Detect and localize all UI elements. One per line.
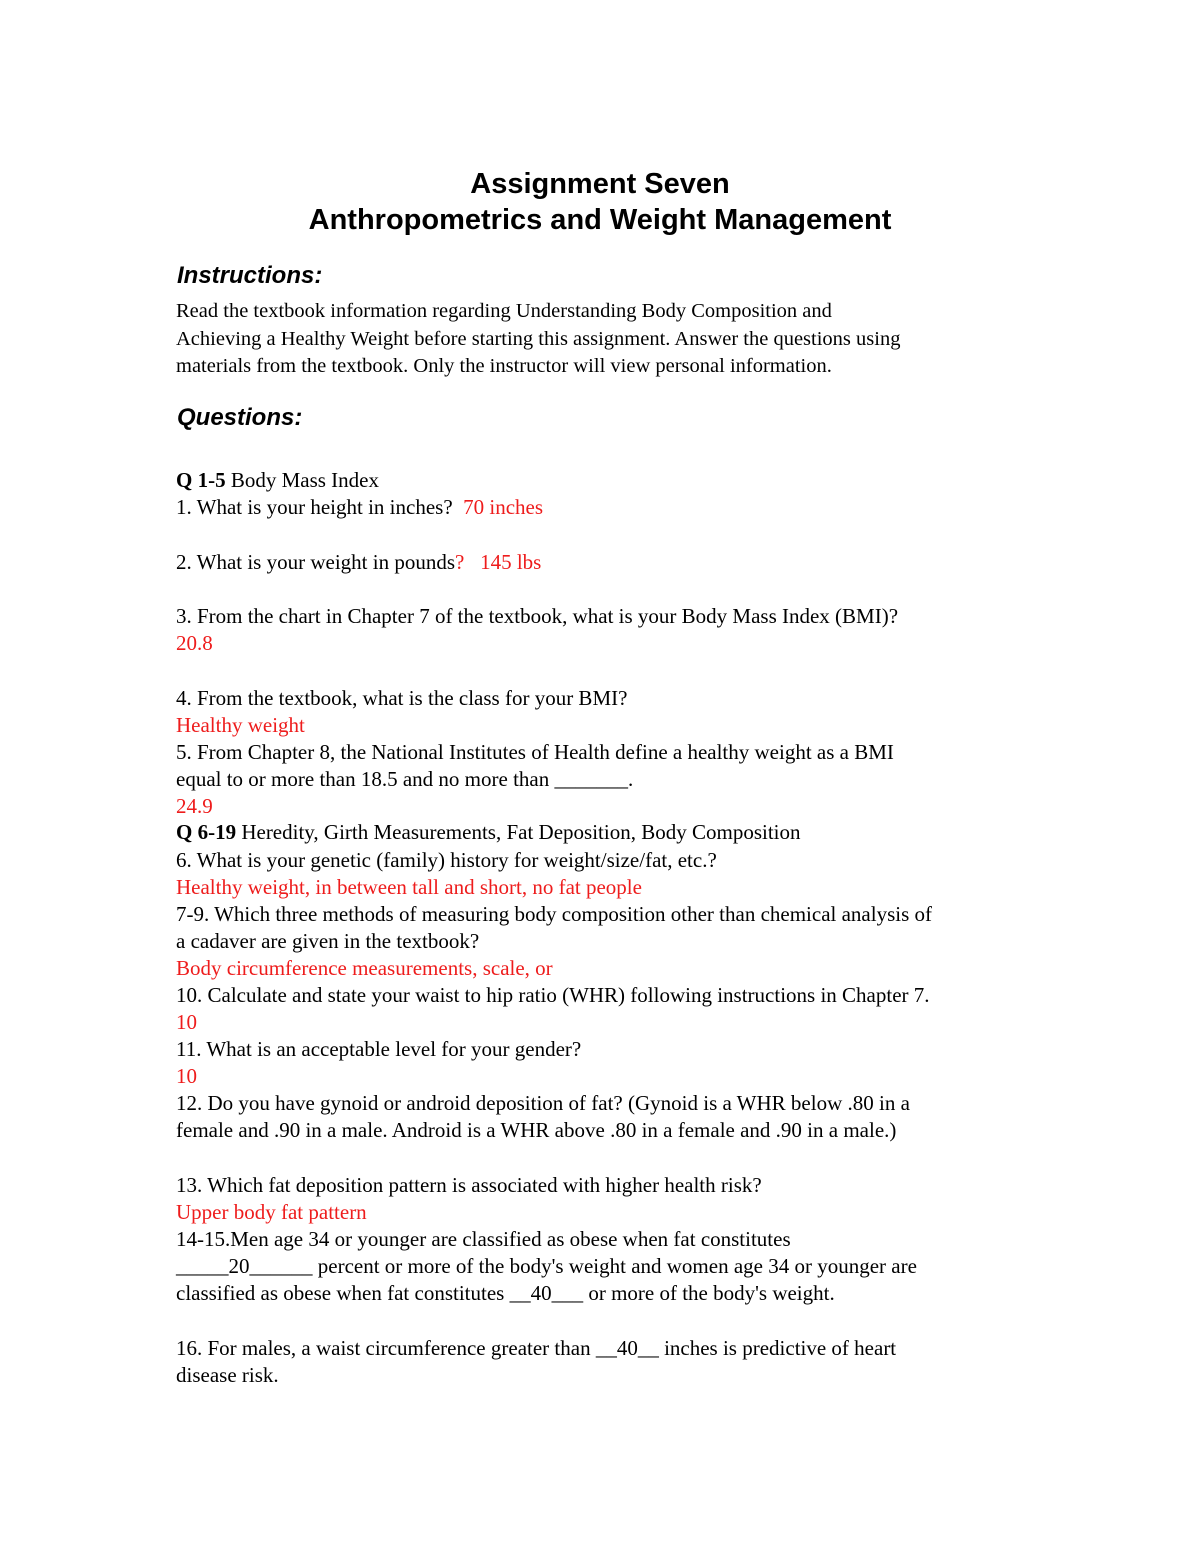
instructions-line: materials from the textbook. Only the instructor will view personal information.	[176, 355, 832, 377]
question-5-cont: equal to or more than 18.5 and no more than _______.	[176, 767, 634, 791]
section-label: Q 6-19	[176, 820, 237, 844]
answer-2: 145 lbs	[480, 550, 542, 574]
section-header-bmi	[176, 467, 379, 494]
question-text: 2. What is your weight in pounds	[176, 550, 456, 574]
answer-13: Upper body fat pattern	[176, 1200, 367, 1224]
question-7-9-cont: a cadaver are given in the textbook?	[176, 929, 480, 953]
question-1	[176, 494, 543, 521]
answer-3: 20.8	[176, 631, 213, 655]
question-3: 3. From the chart in Chapter 7 of the textbook, what is your Body Mass Index (BMI)?	[176, 604, 899, 628]
question-6: 6. What is your genetic (family) history for weight/size/fat, etc.?	[176, 848, 717, 872]
answer-6: Healthy weight, in between tall and short, no fat people	[176, 875, 642, 899]
question-text: 1. What is your height in inches?	[176, 495, 453, 519]
document-subtitle: Anthropometrics and Weight Management	[308, 204, 892, 236]
instructions-line: Read the textbook information regarding Understanding Body Composition and	[176, 300, 832, 322]
question-14-15-cont: classified as obese when fat constitutes __40___ or more of the body's weight.	[176, 1281, 835, 1305]
answer-11: 10	[176, 1064, 197, 1088]
question-12-cont: female and .90 in a male. Android is a WHR above .80 in a female and .90 in a male.)	[176, 1118, 897, 1142]
answer-5: 24.9	[176, 794, 213, 818]
document-title: Assignment Seven	[470, 168, 730, 200]
instructions-line: Achieving a Healthy Weight before starting this assignment. Answer the questions using	[176, 328, 901, 350]
section-header-heredity	[176, 819, 801, 846]
question-mark: ?	[455, 550, 465, 574]
question-13: 13. Which fat deposition pattern is associated with higher health risk?	[176, 1173, 762, 1197]
questions-heading: Questions:	[177, 404, 303, 431]
question-7-9: 7-9. Which three methods of measuring body composition other than chemical analysis of	[176, 902, 933, 926]
answer-10: 10	[176, 1010, 197, 1034]
answer-7-9: Body circumference measurements, scale, or	[176, 956, 553, 980]
question-10: 10. Calculate and state your waist to hip ratio (WHR) following instructions in Chapter 7.	[176, 983, 930, 1007]
question-14-15-cont: _____20______ percent or more of the body's weight and women age 34 or younger are	[176, 1254, 917, 1278]
question-16: 16. For males, a waist circumference greater than __40__ inches is predictive of heart	[176, 1336, 897, 1360]
question-4: 4. From the textbook, what is the class for your BMI?	[176, 686, 628, 710]
question-16-cont: disease risk.	[176, 1363, 279, 1387]
instructions-heading: Instructions:	[177, 262, 323, 289]
answer-1: 70 inches	[463, 495, 544, 519]
question-12: 12. Do you have gynoid or android deposition of fat? (Gynoid is a WHR below .80 in a	[176, 1091, 910, 1115]
section-label: Q 1-5	[176, 468, 226, 492]
question-11: 11. What is an acceptable level for your gender?	[176, 1037, 582, 1061]
question-5: 5. From Chapter 8, the National Institutes of Health define a healthy weight as a BMI	[176, 740, 894, 764]
question-2	[176, 549, 541, 576]
section-text: Heredity, Girth Measurements, Fat Deposition, Body Composition	[236, 820, 801, 844]
section-text: Body Mass Index	[225, 468, 379, 492]
question-14-15: 14-15.Men age 34 or younger are classified as obese when fat constitutes	[176, 1227, 791, 1251]
answer-4: Healthy weight	[176, 713, 305, 737]
